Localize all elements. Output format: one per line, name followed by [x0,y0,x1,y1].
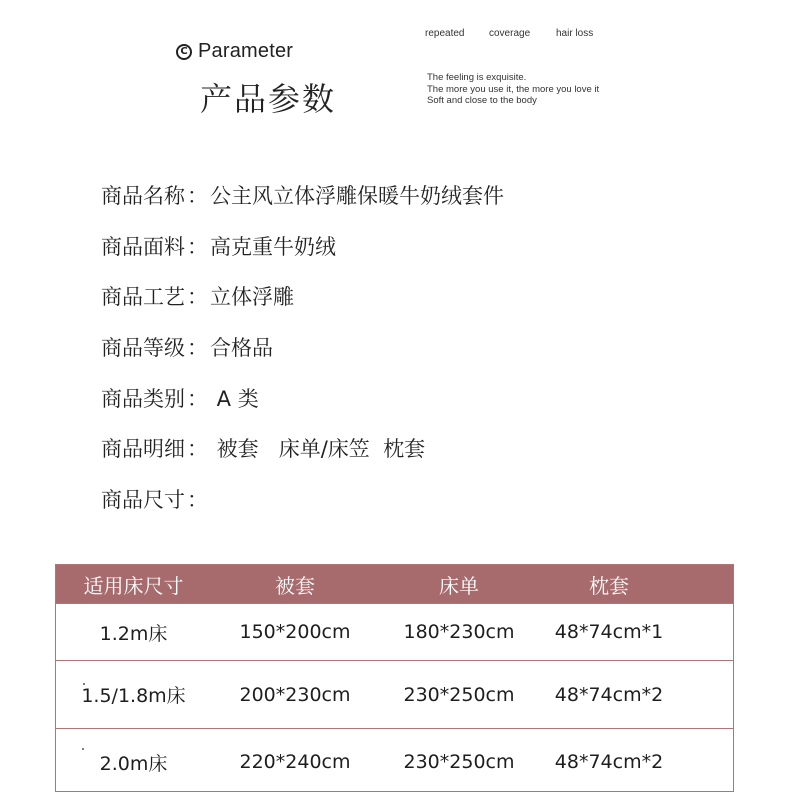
table-row [56,603,733,660]
parameter-label: Parameter [198,40,294,62]
table-row [56,728,733,795]
spec-row-details [101,433,504,484]
spec-row-fabric [101,231,504,282]
tag-repeated: repeated [425,28,465,39]
table-cell: 48*74cm*2 [554,683,664,706]
spec-label: 商品明细 [101,437,185,462]
spec-separator: ： [187,336,208,361]
column-header-duvet-cover: 被套 [275,573,315,598]
slogan-line: Soft and close to the body [427,95,537,106]
spec-label: 商品等级 [101,336,185,361]
spec-label: 商品面料 [101,234,185,259]
column-header-bed-size: 适用床尺寸 [83,573,184,598]
spec-row-name [101,180,504,231]
table-cell: 220*240cm [239,751,351,773]
size-table [55,564,734,792]
table-cell: 1.5/1.8m床 [81,685,186,707]
spec-label: 商品名称 [101,184,185,208]
spec-row-size [101,484,504,535]
table-cell: 1.2m床 [99,622,168,645]
spec-label: 商品类别 [101,386,185,411]
table-cell: 200*230cm [239,683,351,706]
spec-value: 立体浮雕 [210,285,294,310]
spec-value: 高克重牛奶绒 [210,234,336,259]
copyright-icon: C [176,44,192,60]
spec-list [101,180,504,535]
slogan-text [427,72,599,107]
parameter-heading [176,40,293,63]
spec-row-category [101,383,504,434]
tag-hair-loss: hair loss [556,28,594,39]
spec-value: 被套 床单/床笠 枕套 [210,437,426,462]
table-cell: 150*200cm [239,621,351,643]
table-cell: 230*250cm [403,683,515,706]
spec-label: 商品工艺 [101,285,185,310]
table-cell: 180*230cm [403,621,515,643]
slogan-line: The more you use it, the more you love it [427,83,600,95]
table-cell: 230*250cm [403,751,515,773]
page-title: 产品参数 [200,80,337,118]
tag-coverage: coverage [489,28,531,39]
spec-separator: ： [187,285,208,310]
column-header-pillowcase: 枕套 [589,573,629,598]
spec-label: 商品尺寸 [101,488,185,513]
spec-row-craft [101,281,504,332]
spec-value: 合格品 [210,336,273,361]
table-cell: 48*74cm*1 [554,621,664,643]
slogan-line: The feeling is exquisite. [427,72,527,83]
table-row [56,660,733,728]
spec-separator: ： [187,234,208,259]
spec-row-grade [101,332,504,383]
spec-separator: ： [187,386,208,411]
spec-value: 公主风立体浮雕保暖牛奶绒套件 [210,184,504,208]
table-cell: 2.0m床 [99,752,168,775]
spec-separator: ： [187,437,208,462]
feature-tags [425,28,593,39]
spec-separator: ： [187,488,208,513]
table-cell: 48*74cm*2 [554,751,664,773]
stray-dot [83,683,85,685]
stray-dot [82,748,84,750]
column-header-bed-sheet: 床单 [439,573,479,598]
table-header-row [56,565,733,603]
spec-separator: ： [187,184,208,208]
spec-value: A 类 [210,386,259,411]
